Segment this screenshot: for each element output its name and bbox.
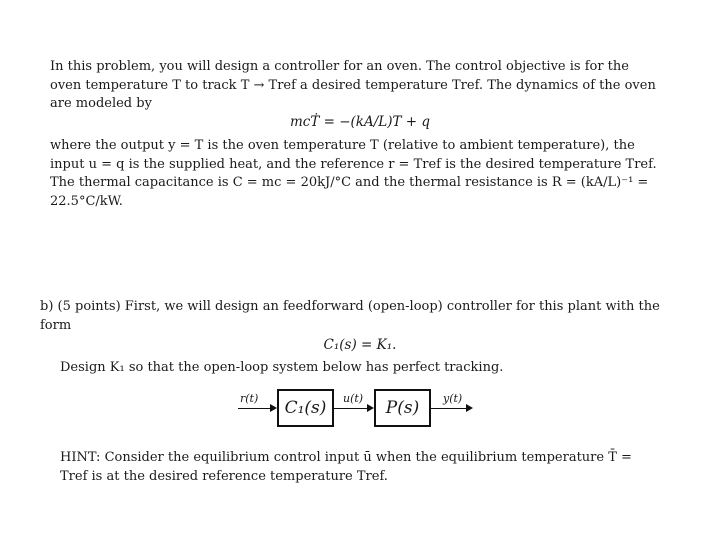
control-wire [334,408,368,409]
dynamics-equation: mcṪ = −(kA/L)T + q [289,114,431,130]
output-signal-label: y(t) [443,392,463,405]
plant-block: P(s) [374,389,431,427]
output-arrow-icon [466,404,473,412]
output-wire [431,408,467,409]
control-signal-label: u(t) [343,392,364,405]
parameters-paragraph: where the output y = T is the oven temperature T (relative to ambient temperature), the input u = q is the supplied heat, and the reference r = Tref is the desired temperature Tref. The thermal capacitance is C = mc = 20kJ/°C and the thermal resistance is R = (kA/L)⁻¹ = 22.5°C/kW. [50,138,657,209]
part-b-statement: b) (5 points) First, we will design an feedforward (open-loop) controller for this plant with the form [40,299,660,333]
controller-equation: C₁(s) = K₁. [323,337,397,353]
design-instruction: Design K₁ so that the open-loop system below has perfect tracking. [60,360,504,375]
input-signal-label: r(t) [240,392,259,405]
hint-paragraph: HINT: Consider the equilibrium control input ū when the equilibrium temperature T̄ = Tref is at the desired reference temperature Tref. [60,450,632,484]
intro-paragraph: In this problem, you will design a controller for an oven. The control objective is for the oven temperature T to track T → Tref a desired temperature Tref. The dynamics of the oven are modeled by [50,59,656,111]
input-wire [238,408,270,409]
controller-block: C₁(s) [277,389,334,427]
input-arrow-icon [270,404,277,412]
control-arrow-icon [367,404,374,412]
